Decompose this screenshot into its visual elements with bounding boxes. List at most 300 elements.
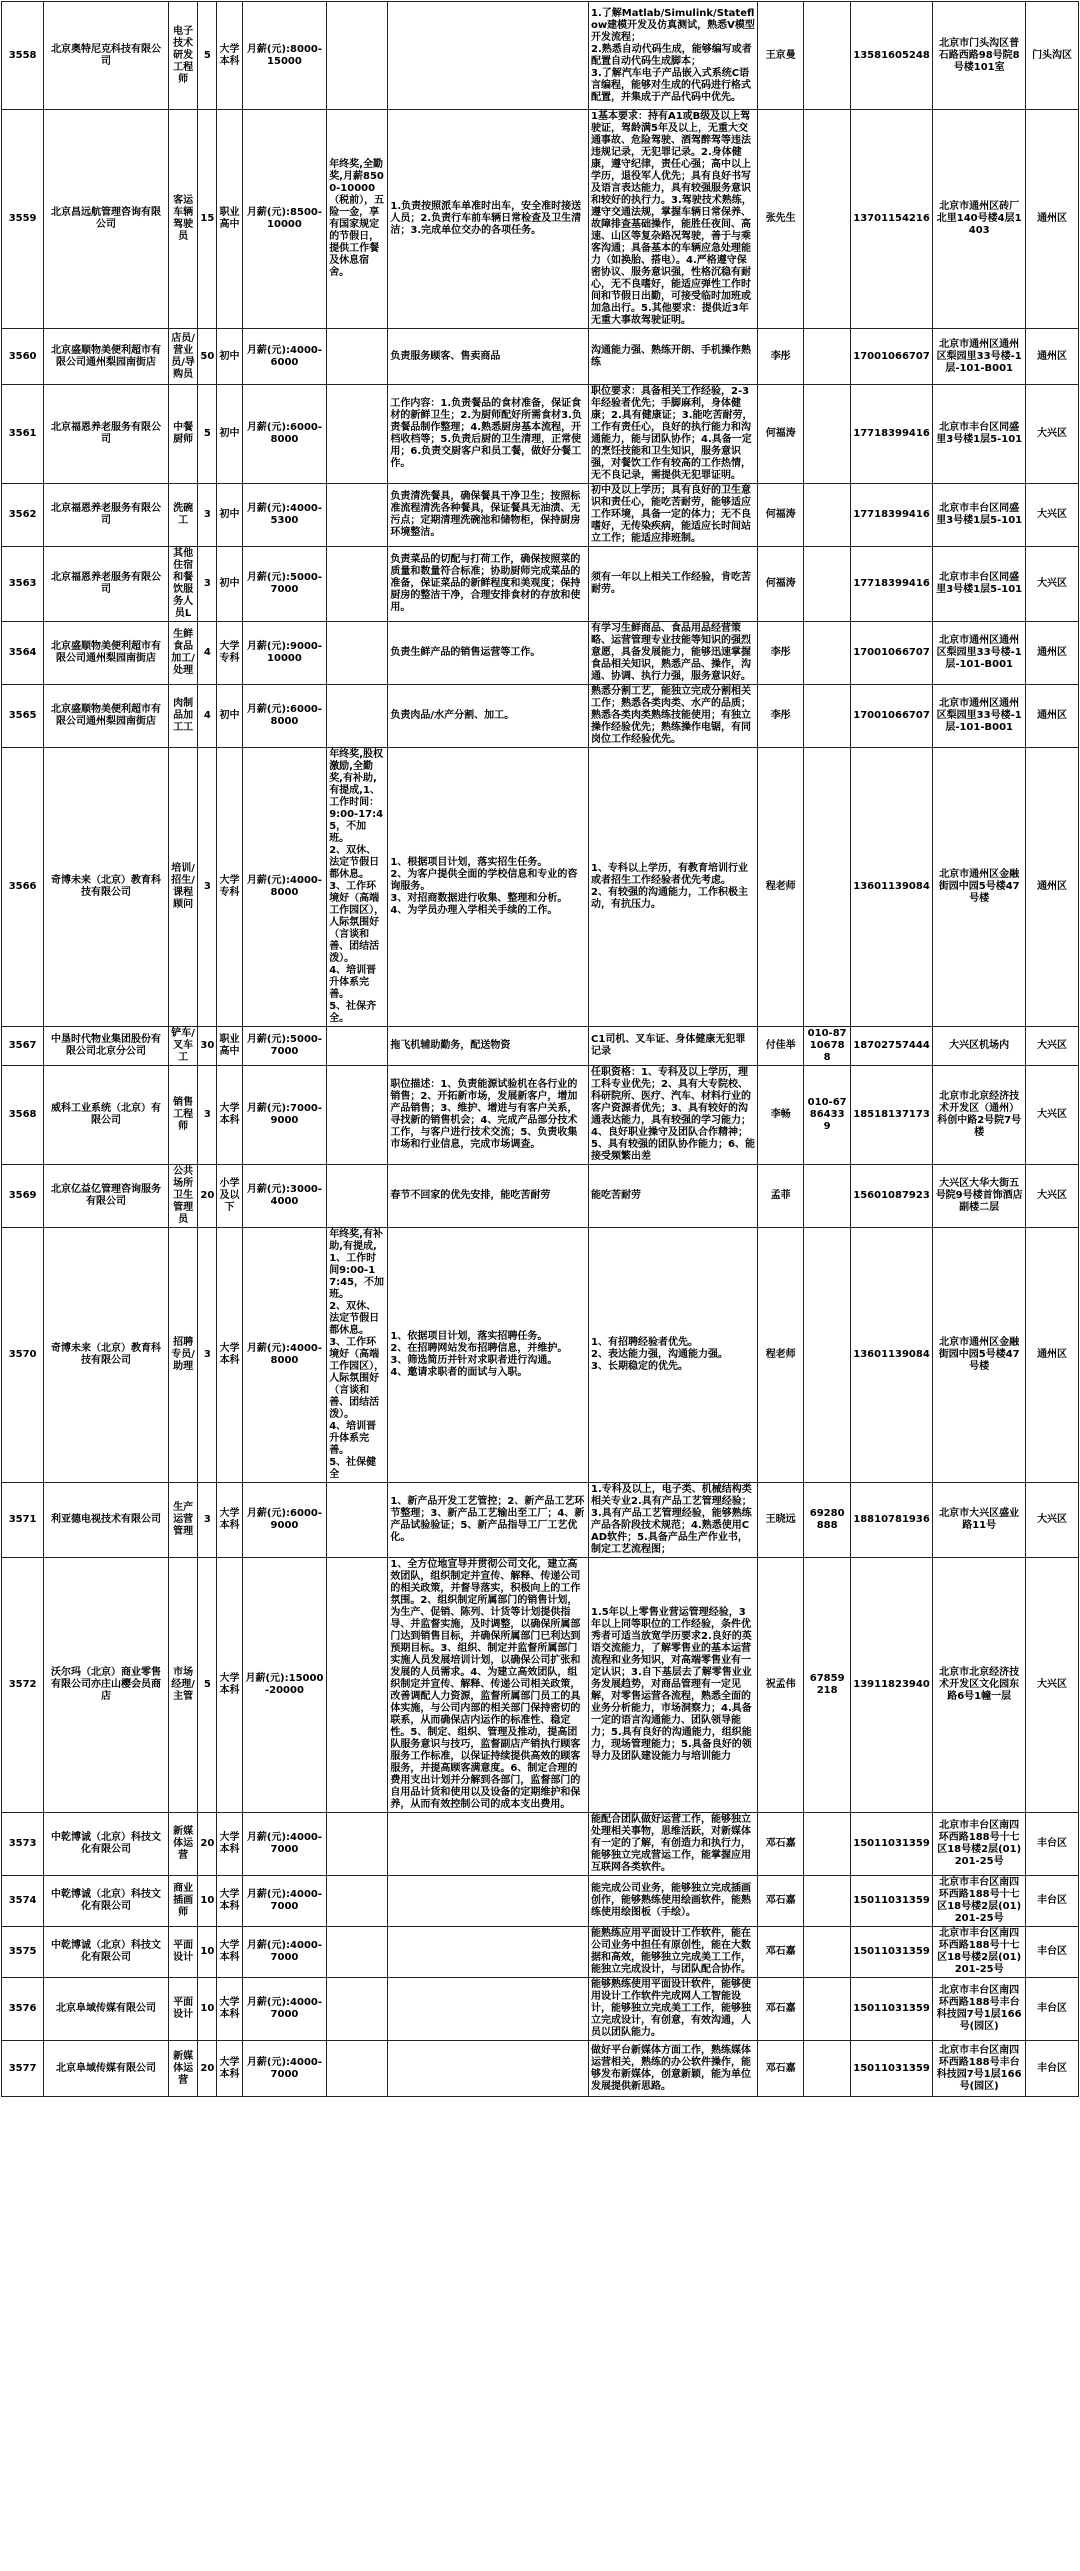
district-cell: 大兴区	[1026, 385, 1079, 484]
salary-cell: 月薪(元):15000-20000	[242, 1558, 326, 1813]
contact-cell: 祝孟伟	[757, 1558, 803, 1813]
district-cell: 大兴区	[1026, 484, 1079, 547]
mobile-cell: 15011031359	[850, 1978, 932, 2041]
mobile-cell: 15601087923	[850, 1165, 932, 1228]
requirement-cell: 能吃苦耐劳	[589, 1165, 758, 1228]
company-cell: 北京阜域传媒有限公司	[44, 2041, 169, 2097]
headcount-cell: 5	[198, 2, 217, 110]
mobile-cell: 13581605248	[850, 2, 932, 110]
job-id-cell: 3558	[2, 2, 44, 110]
contact-cell: 李彤	[757, 329, 803, 385]
headcount-cell: 20	[198, 1813, 217, 1876]
position-cell: 店员/营业员/导购员	[168, 329, 198, 385]
job-id-cell: 3561	[2, 385, 44, 484]
duty-cell: 1、根据项目计划，落实招生任务。 2、为客户提供全面的学校信息和专业的咨询服务。 3、对招商数据进行收集、整理和分析。 4、为学员办理入学相关手续的工作。	[388, 748, 589, 1027]
position-cell: 招聘专员/助理	[168, 1228, 198, 1483]
job-id-cell: 3572	[2, 1558, 44, 1813]
company-cell: 沃尔玛（北京）商业零售有限公司亦庄山樱会员商店	[44, 1558, 169, 1813]
company-cell: 北京亿益亿管理咨询服务有限公司	[44, 1165, 169, 1228]
address-cell: 北京市通州区砖厂北里140号楼4层1403	[933, 110, 1026, 329]
mobile-cell: 17001066707	[850, 685, 932, 748]
job-id-cell: 3567	[2, 1027, 44, 1066]
education-cell: 大学本科	[217, 1066, 242, 1165]
salary-cell: 月薪(元):4000-8000	[242, 748, 326, 1027]
requirement-cell: C1司机、叉车证、身体健康无犯罪记录	[589, 1027, 758, 1066]
duty-cell	[388, 2041, 589, 2097]
address-cell: 北京市通州区通州区梨园里33号楼-1层-101-B001	[933, 622, 1026, 685]
company-cell: 北京福恩养老服务有限公司	[44, 385, 169, 484]
requirement-cell: 做好平台新媒体方面工作，熟练媒体运营相关，熟练的办公软件操作，能够发布新媒体，创意新颖，能为单位发展提供新思路。	[589, 2041, 758, 2097]
benefit-cell: 年终奖,全勤奖,月薪8500-10000（税前），五险一金，享有国家规定的节假日，提供工作餐及休息宿舍。	[327, 110, 388, 329]
job-id-cell: 3568	[2, 1066, 44, 1165]
requirement-cell: 1.了解Matlab/Simulink/Stateflow建模开发及仿真测试，熟悉V模型开发流程； 2.熟悉自动代码生成，能够编写或者配置自动代码生成脚本； 3.了解汽车电子产品嵌入式系统C语言编程，能够对生成的代码进行格式配置，并集成于产品代码中优先。	[589, 2, 758, 110]
position-cell: 销售工程师	[168, 1066, 198, 1165]
table-row	[2, 329, 1079, 385]
mobile-cell: 18810781936	[850, 1483, 932, 1558]
salary-cell: 月薪(元):6000-8000	[242, 685, 326, 748]
job-id-cell: 3571	[2, 1483, 44, 1558]
company-cell: 北京福恩养老服务有限公司	[44, 484, 169, 547]
benefit-cell	[327, 685, 388, 748]
company-cell: 中乾博诚（北京）科技文化有限公司	[44, 1927, 169, 1978]
job-id-cell: 3559	[2, 110, 44, 329]
mobile-cell: 15011031359	[850, 1813, 932, 1876]
district-cell: 通州区	[1026, 110, 1079, 329]
education-cell: 大学本科	[217, 1813, 242, 1876]
duty-cell	[388, 1927, 589, 1978]
address-cell: 北京市北京经济技术开发区文化园东路6号1幢一层	[933, 1558, 1026, 1813]
position-cell: 生鲜食品加工/处理	[168, 622, 198, 685]
district-cell: 通州区	[1026, 622, 1079, 685]
benefit-cell	[327, 1927, 388, 1978]
contact-cell: 李畅	[757, 1066, 803, 1165]
mobile-cell: 13701154216	[850, 110, 932, 329]
table-row	[2, 110, 1079, 329]
mobile-cell: 13911823940	[850, 1558, 932, 1813]
education-cell: 职业高中	[217, 1027, 242, 1066]
job-id-cell: 3574	[2, 1876, 44, 1927]
benefit-cell	[327, 2, 388, 110]
education-cell: 初中	[217, 329, 242, 385]
job-id-cell: 3573	[2, 1813, 44, 1876]
job-id-cell: 3563	[2, 547, 44, 622]
benefit-cell	[327, 1813, 388, 1876]
education-cell: 大学本科	[217, 2041, 242, 2097]
company-cell: 北京盛顺物美便利超市有限公司通州梨园南街店	[44, 329, 169, 385]
contact-cell: 何福涛	[757, 547, 803, 622]
table-row	[2, 484, 1079, 547]
benefit-cell	[327, 622, 388, 685]
requirement-cell: 任职资格：1、专科及以上学历，理工科专业优先；2、具有大专院校、科研院所、医疗、汽车、材料行业的客户资源者优先；3、具有较好的沟通表达能力，具有较强的学习能力；4、良好职业操守及团队合作精神；5、具有较强的团队协作能力；6、能接受频繁出差	[589, 1066, 758, 1165]
position-cell: 公共场所卫生管理员	[168, 1165, 198, 1228]
phone-cell	[804, 2041, 850, 2097]
phone-cell	[804, 1813, 850, 1876]
salary-cell: 月薪(元):4000-7000	[242, 1927, 326, 1978]
job-id-cell: 3562	[2, 484, 44, 547]
salary-cell: 月薪(元):4000-7000	[242, 1813, 326, 1876]
education-cell: 大学本科	[217, 1927, 242, 1978]
phone-cell	[804, 685, 850, 748]
duty-cell	[388, 1813, 589, 1876]
education-cell: 大学本科	[217, 1978, 242, 2041]
duty-cell: 工作内容：1.负责餐品的食材准备，保证食材的新鲜卫生；2.为厨师配好所需食材3.负责餐品制作整理；4.熟悉厨房基本流程，开档收档等；5.负责后厨的卫生清理，正常使用；6.负责交厨客户和员工餐，做好分餐工作。	[388, 385, 589, 484]
phone-cell	[804, 1228, 850, 1483]
address-cell: 北京市丰台区南四环西路188号十七区18号楼2层(01)201-25号	[933, 1813, 1026, 1876]
requirement-cell: 1、有招聘经验者优先。 2、表达能力强，沟通能力强。 3、长期稳定的优先。	[589, 1228, 758, 1483]
requirement-cell: 初中及以上学历；具有良好的卫生意识和责任心，能吃苦耐劳，能够适应工作环境，具备一定的体力；无不良嗜好，无传染疾病，能适应长时间站立工作；能适应排班制。	[589, 484, 758, 547]
job-id-cell: 3564	[2, 622, 44, 685]
job-id-cell: 3575	[2, 1927, 44, 1978]
duty-cell: 1、依据项目计划，落实招聘任务。 2、在招聘网站发布招聘信息，并维护。 3、筛选简历并针对求职者进行沟通。 4、邀请求职者的面试与入职。	[388, 1228, 589, 1483]
salary-cell: 月薪(元):9000-10000	[242, 622, 326, 685]
company-cell: 北京盛顺物美便利超市有限公司通州梨园南街店	[44, 622, 169, 685]
benefit-cell	[327, 1027, 388, 1066]
salary-cell: 月薪(元):4000-7000	[242, 1876, 326, 1927]
company-cell: 奇博未来（北京）教育科技有限公司	[44, 1228, 169, 1483]
duty-cell: 春节不回家的优先安排，能吃苦耐劳	[388, 1165, 589, 1228]
contact-cell: 何福涛	[757, 484, 803, 547]
duty-cell: 1.负责按照派车单准时出车，安全准时接送人员；2.负责行车前车辆日常检查及卫生清洁；3.完成单位交办的各项任务。	[388, 110, 589, 329]
requirement-cell: 能够熟练使用平面设计软件，能够使用设计工作软件完成网人工智能设计，能够独立完成美工工作，能够独立完成设计，有创意，有效沟通，人员以团队能力。	[589, 1978, 758, 2041]
mobile-cell: 17718399416	[850, 547, 932, 622]
district-cell: 丰台区	[1026, 1978, 1079, 2041]
company-cell: 中垦时代物业集团股份有限公司北京分公司	[44, 1027, 169, 1066]
table-row	[2, 1558, 1079, 1813]
requirement-cell: 须有一年以上相关工作经验，肯吃苦耐劳。	[589, 547, 758, 622]
benefit-cell	[327, 547, 388, 622]
phone-cell	[804, 329, 850, 385]
address-cell: 北京市丰台区同盛里3号楼1层5-101	[933, 484, 1026, 547]
position-cell: 培训/招生/课程顾问	[168, 748, 198, 1027]
duty-cell: 职位描述：1、负责能源试验机在各行业的销售；2、开拓新市场，发展新客户，增加产品销售；3、维护、增进与有客户关系，寻找新的销售机会；4、完成产品部分技术工作，与客户进行技术交流；5、负责收集市场和行业信息，完成市场调查。	[388, 1066, 589, 1165]
district-cell: 丰台区	[1026, 2041, 1079, 2097]
table-row	[2, 748, 1079, 1027]
headcount-cell: 5	[198, 385, 217, 484]
mobile-cell: 17718399416	[850, 484, 932, 547]
headcount-cell: 20	[198, 2041, 217, 2097]
duty-cell: 负责肉品/水产分割、加工。	[388, 685, 589, 748]
benefit-cell: 年终奖,有补助,有提成,1、工作时间9:00-17:45，不加班。 2、双休、法定节假日都休息。 3、工作环境好（高端工作园区），人际氛围好（言谈和善、团结活泼）。 4、培训晋升体系完善。 5、社保健全	[327, 1228, 388, 1483]
salary-cell: 月薪(元):4000-5300	[242, 484, 326, 547]
job-id-cell: 3565	[2, 685, 44, 748]
headcount-cell: 50	[198, 329, 217, 385]
company-cell: 奇博未来（北京）教育科技有限公司	[44, 748, 169, 1027]
job-id-cell: 3576	[2, 1978, 44, 2041]
address-cell: 大兴区大华大街五号院9号楼首饰酒店副楼二层	[933, 1165, 1026, 1228]
education-cell: 初中	[217, 484, 242, 547]
job-id-cell: 3569	[2, 1165, 44, 1228]
mobile-cell: 15011031359	[850, 1927, 932, 1978]
education-cell: 职业高中	[217, 110, 242, 329]
position-cell: 电子技术研发工程师	[168, 2, 198, 110]
table-row	[2, 1066, 1079, 1165]
headcount-cell: 20	[198, 1165, 217, 1228]
jobs-table	[1, 1, 1079, 2097]
address-cell: 北京市丰台区同盛里3号楼1层5-101	[933, 385, 1026, 484]
position-cell: 平面设计	[168, 1978, 198, 2041]
duty-cell: 1、全方位地宣导并贯彻公司文化，建立高效团队，组织制定并宣传、解释、传递公司的相关政策，并督导落实，积极向上的工作氛围。2、组织制定所属部门的销售计划，为生产、促销、陈列、计货等计划提供指导、并监督实施，及时调整，以确保所属部门达到销售目标，并确保所属部门已利达到预期目标。3、组织、制定并监督所属部门实施人员发展培训计划，以确保公司扩张和发展的人员需求。4、为建立高效团队，组织制定并宣传、解释、传递公司相关政策，改善调配人力资源，监督所属部门员工的具体实施，与公司内部的相关部门保持密切的联系，从而确保店内运作的标准性、稳定性。5、制定、组织、管理及推动，提高团队服务意识与技巧，监督副店产销执行顾客服务工作标准，以保证持续提供高效的顾客服务，并提高顾客满意度。6、制定合理的费用支出计划并分解到各部门，监督部门的自用品计货和使用以及设备的定期维护和保养，从而有效控制公司的成本支出费用。	[388, 1558, 589, 1813]
contact-cell: 邓石嘉	[757, 1927, 803, 1978]
table-row	[2, 1483, 1079, 1558]
jobs-table-body	[2, 2, 1079, 2097]
phone-cell: 010-87106788	[804, 1027, 850, 1066]
requirement-cell: 1.5年以上零售业营运管理经验，3年以上同等职位的工作经验，条件优秀者可适当放宽学历要求2.良好的英语交流能力，了解零售业的基本运营流程和业务知识，对高端零售业有一定认识；3.自下基层去了解零售业业务发展趋势，对商品管理有一定见解，对零售运营各流程，熟悉全面的业务分析能力，市场洞察力；4.具备一定的语言沟通能力、团队领导能力；5.具有良好的沟通能力，组织能力，现场管理能力；5.具备良好的领导力及团队建设能力与培训能力	[589, 1558, 758, 1813]
benefit-cell	[327, 385, 388, 484]
address-cell: 北京市通州区金融街园中园5号楼47号楼	[933, 1228, 1026, 1483]
address-cell: 北京市门头沟区普石路西路98号院8号楼101室	[933, 2, 1026, 110]
district-cell: 丰台区	[1026, 1813, 1079, 1876]
phone-cell: 69280888	[804, 1483, 850, 1558]
salary-cell: 月薪(元):4000-8000	[242, 1228, 326, 1483]
mobile-cell: 17718399416	[850, 385, 932, 484]
education-cell: 大学专科	[217, 622, 242, 685]
headcount-cell: 10	[198, 1978, 217, 2041]
table-row	[2, 385, 1079, 484]
requirement-cell: 沟通能力强、熟练开朗、手机操作熟练	[589, 329, 758, 385]
phone-cell	[804, 547, 850, 622]
duty-cell: 负责服务顾客、售卖商品	[388, 329, 589, 385]
education-cell: 大学本科	[217, 1483, 242, 1558]
education-cell: 大学本科	[217, 1228, 242, 1483]
contact-cell: 王京曼	[757, 2, 803, 110]
table-row	[2, 1876, 1079, 1927]
requirement-cell: 熟悉分割工艺，能独立完成分割相关工作；熟悉各类肉类、水产的品质；熟悉各类肉类熟练技能使用；有独立操作经验优先；熟练操作电锯，有同岗位工作经验优先。	[589, 685, 758, 748]
headcount-cell: 4	[198, 622, 217, 685]
table-row	[2, 622, 1079, 685]
position-cell: 洗碗工	[168, 484, 198, 547]
job-id-cell: 3560	[2, 329, 44, 385]
headcount-cell: 3	[198, 547, 217, 622]
district-cell: 门头沟区	[1026, 2, 1079, 110]
education-cell: 大学本科	[217, 1876, 242, 1927]
benefit-cell	[327, 2041, 388, 2097]
phone-cell	[804, 1978, 850, 2041]
duty-cell	[388, 1978, 589, 2041]
salary-cell: 月薪(元):5000-7000	[242, 547, 326, 622]
table-row	[2, 1228, 1079, 1483]
contact-cell: 付佳举	[757, 1027, 803, 1066]
salary-cell: 月薪(元):6000-9000	[242, 1483, 326, 1558]
duty-cell: 负责生鲜产品的销售运营等工作。	[388, 622, 589, 685]
phone-cell	[804, 1927, 850, 1978]
salary-cell: 月薪(元):3000-4000	[242, 1165, 326, 1228]
address-cell: 北京市通州区金融街园中园5号楼47号楼	[933, 748, 1026, 1027]
district-cell: 大兴区	[1026, 547, 1079, 622]
duty-cell: 拖飞机辅助勤务，配送物资	[388, 1027, 589, 1066]
company-cell: 中乾博诚（北京）科技文化有限公司	[44, 1813, 169, 1876]
headcount-cell: 3	[198, 1483, 217, 1558]
contact-cell: 程老师	[757, 1228, 803, 1483]
table-row	[2, 2, 1079, 110]
position-cell: 其他住宿和餐饮服务人员L	[168, 547, 198, 622]
district-cell: 大兴区	[1026, 1066, 1079, 1165]
salary-cell: 月薪(元):6000-8000	[242, 385, 326, 484]
headcount-cell: 4	[198, 685, 217, 748]
benefit-cell: 年终奖,股权激励,全勤奖,有补助,有提成,1、工作时间：9:00-17:45，不加班。 2、双休、法定节假日都休息。 3、工作环境好（高端工作园区），人际氛围好（言谈和善、团结活泼）。 4、培训晋升体系完善。 5、社保齐全。	[327, 748, 388, 1027]
district-cell: 大兴区	[1026, 1558, 1079, 1813]
position-cell: 肉制品加工工	[168, 685, 198, 748]
position-cell: 铲车/叉车工	[168, 1027, 198, 1066]
address-cell: 北京市丰台区南四环西路188号十七区18号楼2层(01)201-25号	[933, 1927, 1026, 1978]
education-cell: 大学本科	[217, 1558, 242, 1813]
job-id-cell: 3570	[2, 1228, 44, 1483]
requirement-cell: 1基本要求：持有A1或B级及以上驾驶证，驾龄满5年及以上，无重大交通事故、危险驾驶、酒驾醉驾等违法违规记录，无犯罪记录。2.身体健康，遵守纪律，责任心强；高中以上学历，退役军人优先；具有良好书写及语言表达能力，具有较强服务意识和较好的执行力。3.驾驶技术熟练，遵守交通法规，掌握车辆日常保养、故障排查基础操作，能胜任夜间、高速、山区等复杂路况驾驶，善于与乘客沟通；具备基本的车辆应急处理能力（如换胎、搭电）。4.严格遵守保密协议、服务意识强，性格沉稳有耐心，无不良嗜好，能适应弹性工作时间和节假日出勤，可接受临时加班或加急出行。5.其他要求：提供近3年无重大事故驾驶证明。	[589, 110, 758, 329]
contact-cell: 孟菲	[757, 1165, 803, 1228]
education-cell: 初中	[217, 547, 242, 622]
salary-cell: 月薪(元):8000-15000	[242, 2, 326, 110]
contact-cell: 张先生	[757, 110, 803, 329]
table-row	[2, 547, 1079, 622]
requirement-cell: 有学习生鲜商品、食品用品经营策略、运营管理专业技能等知识的强烈意愿，具备发展能力，能够迅速掌握食品相关知识，熟悉产品、操作，沟通、协调、执行力强，服务意识好。	[589, 622, 758, 685]
requirement-cell: 能配合团队做好运营工作，能够独立处理相关事物，思维活跃，对新媒体有一定的了解，有创造力和执行力，能够独立完成营运工作，能掌握应用互联网各类软件。	[589, 1813, 758, 1876]
position-cell: 新媒体运营	[168, 2041, 198, 2097]
phone-cell: 010-67864339	[804, 1066, 850, 1165]
district-cell: 通州区	[1026, 748, 1079, 1027]
mobile-cell: 17001066707	[850, 622, 932, 685]
headcount-cell: 3	[198, 1066, 217, 1165]
position-cell: 中餐厨师	[168, 385, 198, 484]
address-cell: 北京市丰台区南四环西路188号十七区18号楼2层(01)201-25号	[933, 1876, 1026, 1927]
district-cell: 大兴区	[1026, 1165, 1079, 1228]
district-cell: 通州区	[1026, 1228, 1079, 1483]
address-cell: 大兴区机场内	[933, 1027, 1026, 1066]
salary-cell: 月薪(元):5000-7000	[242, 1027, 326, 1066]
district-cell: 通州区	[1026, 685, 1079, 748]
requirement-cell: 1、专科以上学历，有教育培训行业或者招生工作经验者优先考虑。 2、有较强的沟通能力，工作积极主动，有抗压力。	[589, 748, 758, 1027]
job-id-cell: 3577	[2, 2041, 44, 2097]
company-cell: 北京阜域传媒有限公司	[44, 1978, 169, 2041]
phone-cell	[804, 622, 850, 685]
headcount-cell: 10	[198, 1876, 217, 1927]
address-cell: 北京市通州区通州区梨园里33号楼-1层-101-B001	[933, 685, 1026, 748]
contact-cell: 程老师	[757, 748, 803, 1027]
benefit-cell	[327, 1876, 388, 1927]
headcount-cell: 10	[198, 1927, 217, 1978]
mobile-cell: 15011031359	[850, 2041, 932, 2097]
salary-cell: 月薪(元):8500-10000	[242, 110, 326, 329]
phone-cell	[804, 748, 850, 1027]
position-cell: 平面设计	[168, 1927, 198, 1978]
company-cell: 北京福恩养老服务有限公司	[44, 547, 169, 622]
salary-cell: 月薪(元):7000-9000	[242, 1066, 326, 1165]
table-row	[2, 1027, 1079, 1066]
position-cell: 客运车辆驾驶员	[168, 110, 198, 329]
benefit-cell	[327, 1483, 388, 1558]
phone-cell	[804, 484, 850, 547]
duty-cell: 负责清洗餐具，确保餐具干净卫生；按照标准流程清洗各种餐具，保证餐具无油渍、无污点；定期清理洗碗池和储物柜，保持厨房环境整洁。	[388, 484, 589, 547]
address-cell: 北京市丰台区南四环西路188号丰台科技园7号1层166号(园区)	[933, 2041, 1026, 2097]
position-cell: 商业插画师	[168, 1876, 198, 1927]
job-id-cell: 3566	[2, 748, 44, 1027]
requirement-cell: 能完成公司业务，能够独立完成插画创作，能够熟练使用绘画软件，能熟练使用绘图板（手绘）。	[589, 1876, 758, 1927]
contact-cell: 何福涛	[757, 385, 803, 484]
education-cell: 初中	[217, 685, 242, 748]
position-cell: 市场经理/主管	[168, 1558, 198, 1813]
headcount-cell: 3	[198, 1228, 217, 1483]
contact-cell: 王晓远	[757, 1483, 803, 1558]
address-cell: 北京市北京经济技术开发区（通州）科创中路2号院7号楼	[933, 1066, 1026, 1165]
address-cell: 北京市丰台区同盛里3号楼1层5-101	[933, 547, 1026, 622]
mobile-cell: 18518137173	[850, 1066, 932, 1165]
benefit-cell	[327, 1978, 388, 2041]
education-cell: 小学及以下	[217, 1165, 242, 1228]
contact-cell: 邓石嘉	[757, 1978, 803, 2041]
contact-cell: 邓石嘉	[757, 1876, 803, 1927]
contact-cell: 李彤	[757, 685, 803, 748]
benefit-cell	[327, 1558, 388, 1813]
table-row	[2, 1927, 1079, 1978]
mobile-cell: 13601139084	[850, 748, 932, 1027]
salary-cell: 月薪(元):4000-6000	[242, 329, 326, 385]
headcount-cell: 5	[198, 1558, 217, 1813]
contact-cell: 邓石嘉	[757, 2041, 803, 2097]
duty-cell: 负责菜品的切配与打荷工作，确保按照菜的质量和数量符合标准；协助厨师完成菜品的准备，保证菜品的新鲜程度和美观度；保持厨房的整洁干净，合理安排食材的存放和使用。	[388, 547, 589, 622]
company-cell: 北京昌远航管理咨询有限公司	[44, 110, 169, 329]
district-cell: 通州区	[1026, 329, 1079, 385]
benefit-cell	[327, 1066, 388, 1165]
phone-cell	[804, 1165, 850, 1228]
requirement-cell: 职位要求：具备相关工作经验，2-3年经验者优先；手脚麻利，身体健康；2.具有健康证；3.能吃苦耐劳，工作有责任心，良好的执行能力和沟通能力，能与团队协作；4.具备一定的烹饪技能和卫生知识，服务意识强，对餐饮工作有较高的工作热情，无不良记录，需提供无犯罪证明。	[589, 385, 758, 484]
position-cell: 新媒体运营	[168, 1813, 198, 1876]
requirement-cell: 能熟练应用平面设计工作软件，能在公司业务中担任有原创性，能在大数据和高效，能够独立完成美工工作，能独立完成设计，与团队配合协作。	[589, 1927, 758, 1978]
address-cell: 北京市大兴区盛业路11号	[933, 1483, 1026, 1558]
phone-cell: 67859218	[804, 1558, 850, 1813]
phone-cell	[804, 1876, 850, 1927]
table-row	[2, 1978, 1079, 2041]
contact-cell: 邓石嘉	[757, 1813, 803, 1876]
headcount-cell: 3	[198, 748, 217, 1027]
table-row	[2, 685, 1079, 748]
requirement-cell: 1.专科及以上，电子类、机械结构类相关专业2.具有产品工艺管理经验；3.具有产品工艺管理经验，能够熟练产品各阶段技术规范；4.熟悉使用CAD软件；5.具备产品生产作业书，制定工艺流程图；	[589, 1483, 758, 1558]
district-cell: 丰台区	[1026, 1927, 1079, 1978]
district-cell: 大兴区	[1026, 1483, 1079, 1558]
address-cell: 北京市通州区通州区梨园里33号楼-1层-101-B001	[933, 329, 1026, 385]
table-row	[2, 1165, 1079, 1228]
contact-cell: 李彤	[757, 622, 803, 685]
phone-cell	[804, 2, 850, 110]
mobile-cell: 17001066707	[850, 329, 932, 385]
table-row	[2, 1813, 1079, 1876]
education-cell: 初中	[217, 385, 242, 484]
duty-cell	[388, 2, 589, 110]
salary-cell: 月薪(元):4000-7000	[242, 2041, 326, 2097]
position-cell: 生产运营管理	[168, 1483, 198, 1558]
company-cell: 威科工业系统（北京）有限公司	[44, 1066, 169, 1165]
headcount-cell: 15	[198, 110, 217, 329]
benefit-cell	[327, 484, 388, 547]
address-cell: 北京市丰台区南四环西路188号丰台科技园7号1层166号(园区)	[933, 1978, 1026, 2041]
company-cell: 中乾博诚（北京）科技文化有限公司	[44, 1876, 169, 1927]
headcount-cell: 30	[198, 1027, 217, 1066]
district-cell: 丰台区	[1026, 1876, 1079, 1927]
education-cell: 大学本科	[217, 2, 242, 110]
benefit-cell	[327, 329, 388, 385]
phone-cell	[804, 385, 850, 484]
mobile-cell: 15011031359	[850, 1876, 932, 1927]
company-cell: 北京奥特尼克科技有限公司	[44, 2, 169, 110]
mobile-cell: 13601139084	[850, 1228, 932, 1483]
company-cell: 北京盛顺物美便利超市有限公司通州梨园南街店	[44, 685, 169, 748]
duty-cell: 1、新产品开发工艺管控；2、新产品工艺环节整理；3、新产品工艺输出至工厂；4、新产品试验验证；5、新产品指导工厂工艺优化。	[388, 1483, 589, 1558]
salary-cell: 月薪(元):4000-7000	[242, 1978, 326, 2041]
company-cell: 利亚德电视技术有限公司	[44, 1483, 169, 1558]
duty-cell	[388, 1876, 589, 1927]
table-row	[2, 2041, 1079, 2097]
district-cell: 大兴区	[1026, 1027, 1079, 1066]
education-cell: 大学专科	[217, 748, 242, 1027]
headcount-cell: 3	[198, 484, 217, 547]
benefit-cell	[327, 1165, 388, 1228]
